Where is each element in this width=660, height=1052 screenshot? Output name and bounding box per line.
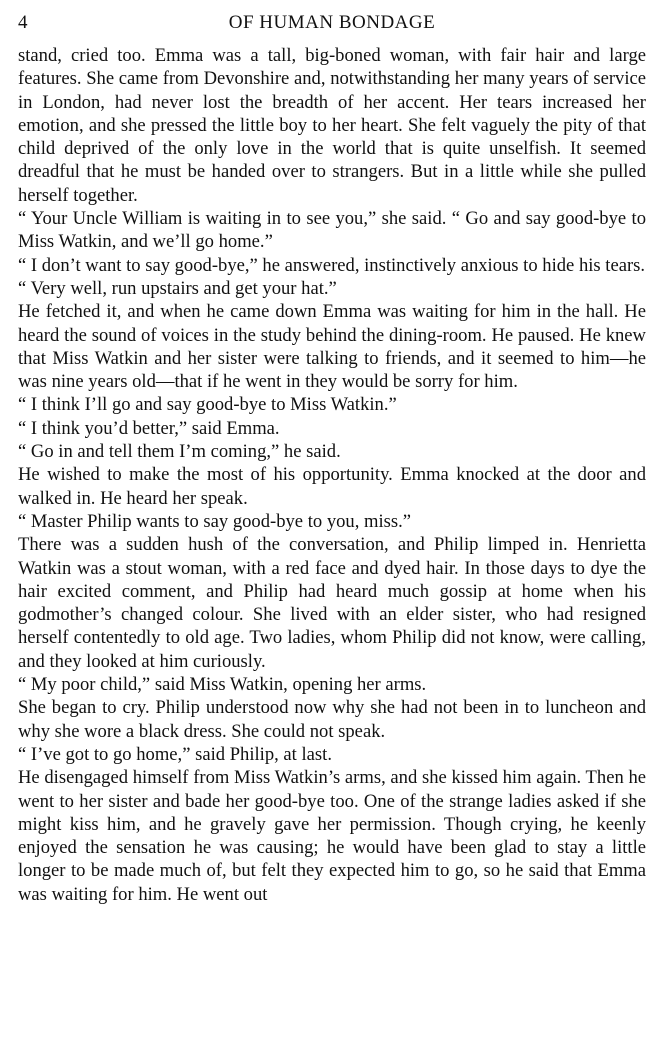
paragraph: He disengaged himself from Miss Watkin’s arms, and she kissed him again. Then he went to her sister and bade her good-bye too. One of the strange ladies asked if she might kiss him, and he gravely gave her permission. Though crying, he keenly enjoyed the sensation he was causing; he would have been glad to stay a little longer to be made much of, but felt they expected him to go, so he said that Emma was waiting for him. He went out: [18, 767, 646, 905]
paragraph: “ Master Philip wants to say good-bye to you, miss.”: [18, 510, 412, 532]
paragraph: He wished to make the most of his opportunity. Emma knocked at the door and walked in. He heard her speak.: [18, 464, 646, 509]
paragraph: She began to cry. Philip understood now why she had not been in to luncheon and why she wore a black dress. She could not speak.: [18, 697, 646, 742]
paragraph: “ Go in and tell them I’m coming,” he said.: [18, 441, 341, 463]
paragraph: “ I’ve got to go home,” said Philip, at last.: [18, 743, 332, 765]
paragraph: “ Very well, run upstairs and get your hat.”: [18, 277, 337, 299]
paragraph: “ I think you’d better,” said Emma.: [18, 417, 280, 439]
page-number: 4: [18, 12, 28, 33]
paragraph: “ Your Uncle William is waiting in to see you,” she said. “ Go and say good-bye to Miss Watkin, and we’ll go home.”: [18, 208, 646, 253]
book-page: [18, 10, 646, 906]
paragraph: “ My poor child,” said Miss Watkin, opening her arms.: [18, 674, 427, 696]
body-text: [18, 44, 646, 906]
paragraph: stand, cried too. Emma was a tall, big-boned woman, with fair hair and large features. She came from Devonshire and, notwithstanding her many years of service in London, had never lost the breadth of her accent. Her tears increased her emotion, and she pressed the little boy to her heart. She felt vaguely the pity of that child deprived of the only love in the world that is quite unselfish. It seemed dreadful that he must be handed over to strangers. But in a little while she pulled herself together.: [18, 45, 646, 206]
paragraph: He fetched it, and when he came down Emma was waiting for him in the hall. He heard the sound of voices in the study behind the dining-room. He paused. He knew that Miss Watkin and her sister were talking to friends, and it seemed to him—he was nine years old—that if he went in they would be sorry for him.: [18, 301, 646, 393]
paragraph: There was a sudden hush of the conversation, and Philip limped in. Henrietta Watkin was a stout woman, with a red face and dyed hair. In those days to dye the hair excited comment, and Philip had heard much gossip at home when his godmother’s changed colour. She lived with an elder sister, who had resigned herself contentedly to old age. Two ladies, whom Philip did not know, were calling, and they looked at him curiously.: [18, 534, 646, 672]
running-head: [18, 10, 646, 44]
paragraph: “ I think I’ll go and say good-bye to Miss Watkin.”: [18, 394, 397, 416]
paragraph: “ I don’t want to say good-bye,” he answered, instinctively anxious to hide his tears.: [18, 254, 646, 276]
book-title: OF HUMAN BONDAGE: [228, 12, 436, 33]
